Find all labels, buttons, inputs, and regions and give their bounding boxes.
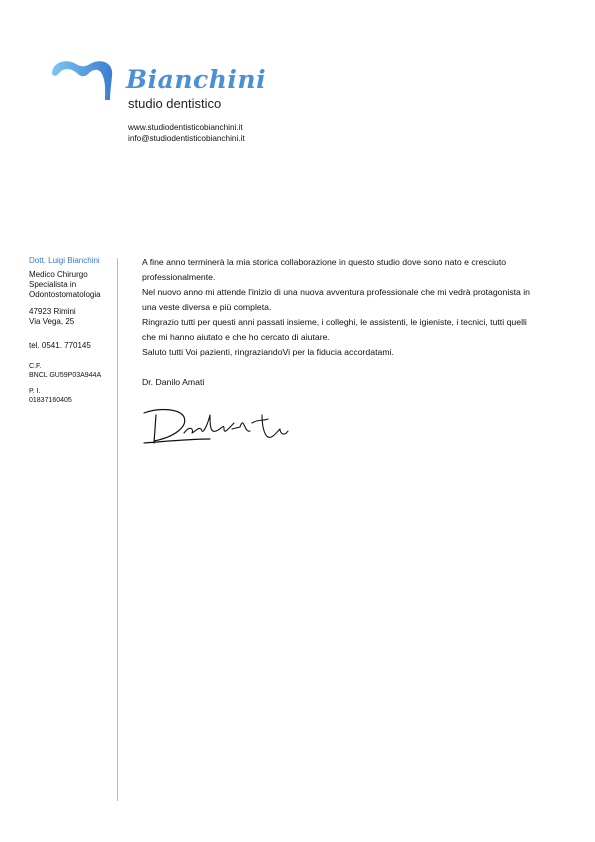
signer-name: Dr. Danilo Amati — [142, 377, 205, 387]
pi-label: P. I. — [29, 388, 41, 395]
phone-number: tel. 0541. 770145 — [29, 341, 91, 350]
address-street: Via Vega, 25 — [29, 317, 75, 326]
handwritten-signature — [140, 403, 300, 451]
doctor-title-line2: Specialista in — [29, 280, 77, 289]
letter-paragraph: A fine anno terminerà la mia storica collaborazione in questo studio dove sono nato e cresciuto professionalmente. — [142, 257, 507, 282]
doctor-sidebar — [29, 256, 114, 405]
website-link[interactable]: www.studiodentisticobianchini.it — [128, 123, 243, 132]
cf-value: BNCL GU59P03A944A — [29, 372, 102, 379]
letter-paragraph: Nel nuovo anno mi attende l'inizio di una nuova avventura professionale che mi vedrà protagonista in una veste diversa e più completa. — [142, 287, 531, 312]
letter-paragraph: Ringrazio tutti per questi anni passati insieme, i colleghi, le assistenti, le igieniste, i tecnici, tutti quelli che mi hanno aiutato e che ho cercato di aiutare. — [142, 317, 527, 342]
address-city: 47923 Rimini — [29, 307, 76, 316]
letter-paragraph: Saluto tutti Voi pazienti, ringraziandoVi per la fiducia accordatami. — [142, 347, 394, 357]
contact-block — [128, 123, 245, 144]
sidebar-divider — [117, 258, 118, 801]
email-link[interactable]: info@studiodentisticobianchini.it — [128, 133, 245, 143]
doctor-title-line1: Medico Chirurgo — [29, 270, 88, 279]
doctor-name: Dott. Luigi Bianchini — [29, 256, 100, 265]
studio-logo — [50, 56, 310, 116]
brand-name: Bianchini — [126, 65, 267, 94]
tooth-icon — [50, 56, 120, 104]
letter-body — [142, 255, 532, 360]
brand-subtitle: studio dentistico — [128, 96, 222, 111]
doctor-title-line3: Odontostomatologia — [29, 290, 101, 299]
pi-value: 01837160405 — [29, 397, 72, 404]
cf-label: C.F. — [29, 363, 42, 370]
